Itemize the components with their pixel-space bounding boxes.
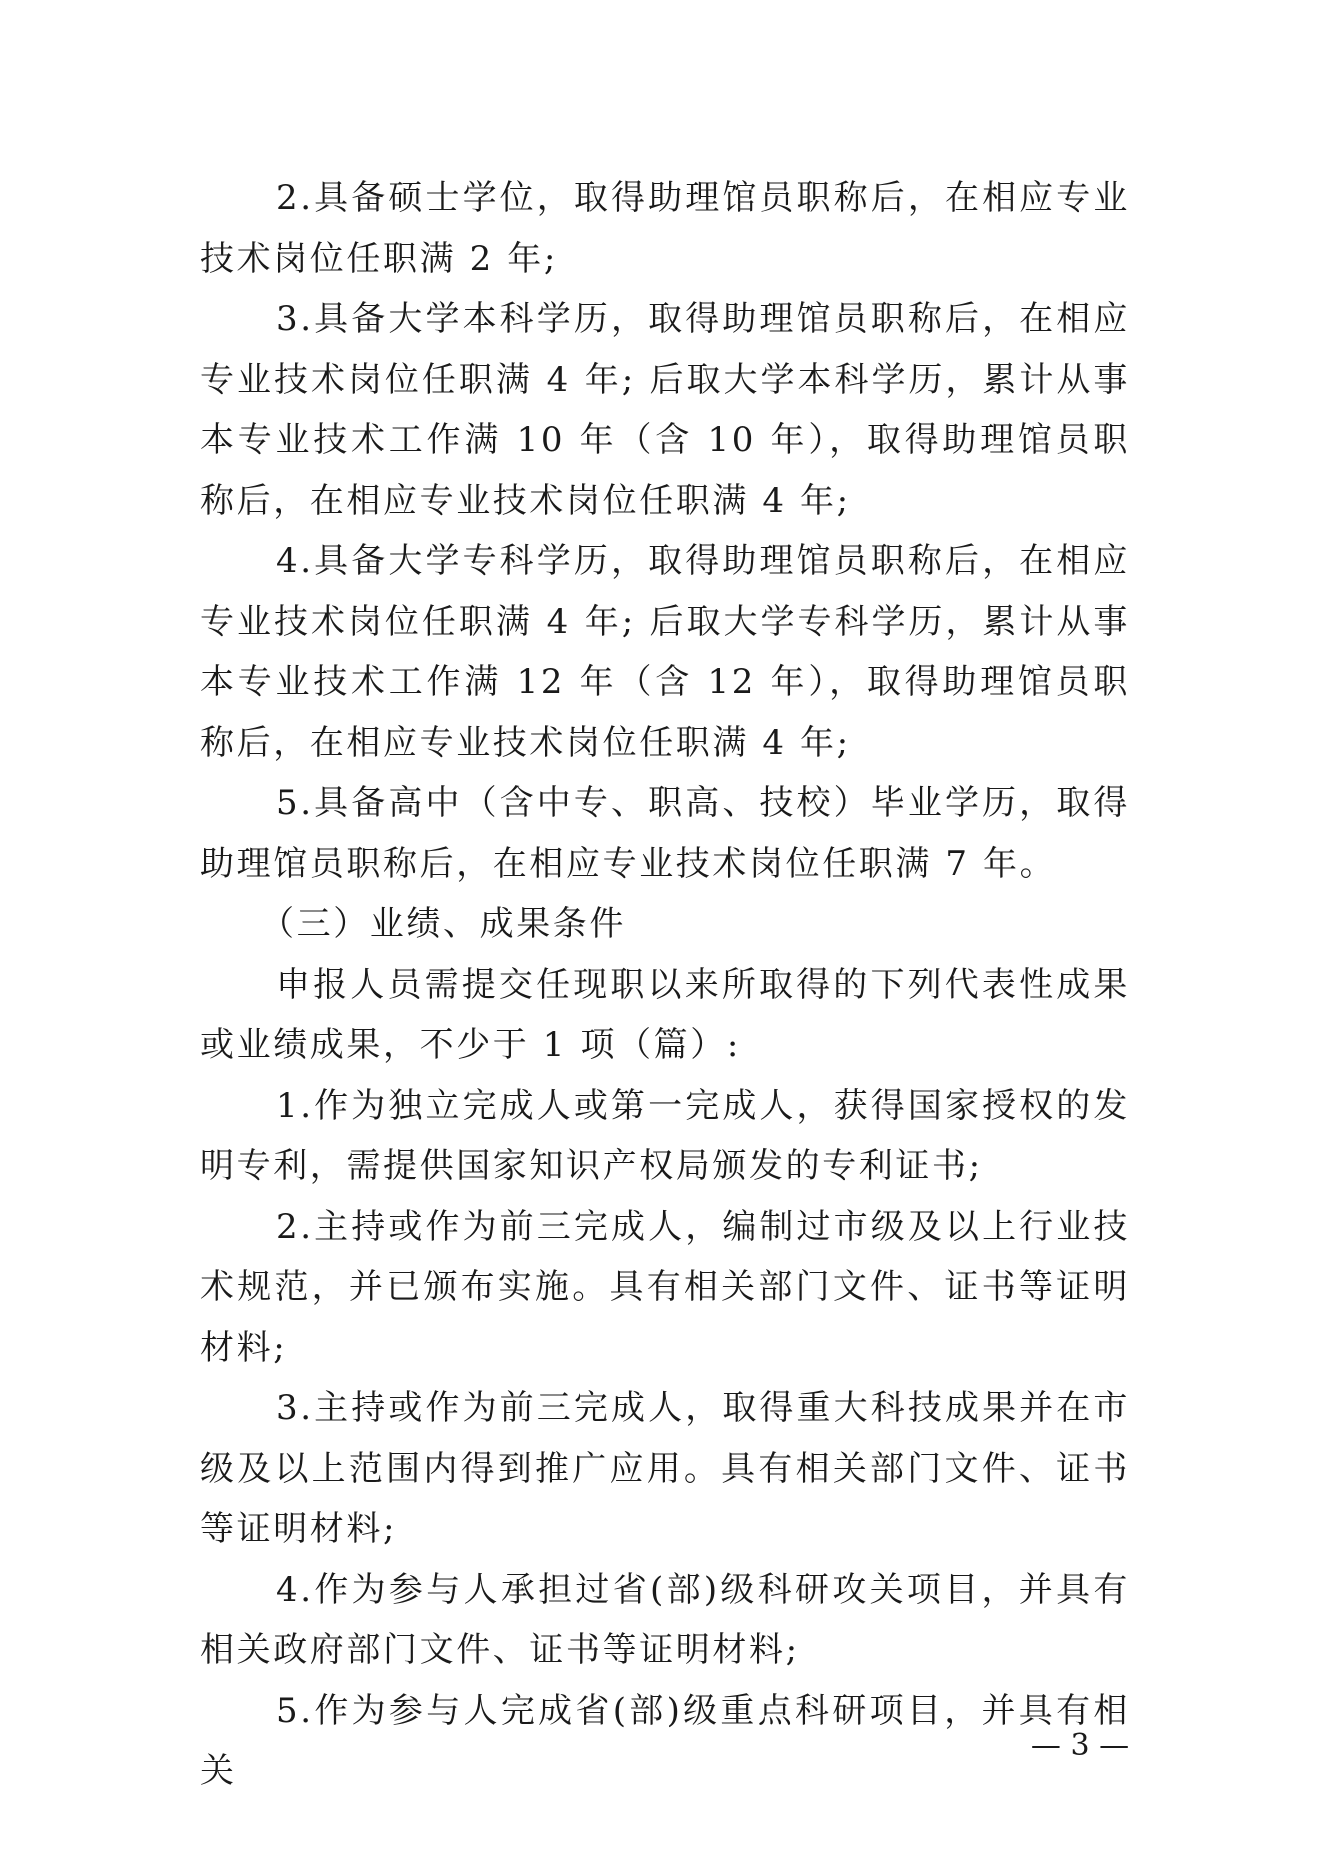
- section-intro: 申报人员需提交任现职以来所取得的下列代表性成果或业绩成果，不少于 1 项（篇）:: [200, 964, 1130, 1065]
- paragraph-condition-5: 5.具备高中（含中专、职高、技校）毕业学历，取得助理馆员职称后，在相应专业技术岗位任职满 7 年。: [200, 783, 1130, 884]
- achievement-item-5: 5.作为参与人完成省(部)级重点科研项目，并具有相关: [200, 1690, 1130, 1791]
- paragraph-condition-4: 4.具备大学专科学历，取得助理馆员职称后，在相应专业技术岗位任职满 4 年; 后取大学专科学历，累计从事本专业技术工作满 12 年（含 12 年），取得助理馆员职称后，在相应专业技术岗位任职满 4 年;: [200, 541, 1130, 763]
- section-heading: （三）业绩、成果条件: [260, 904, 626, 944]
- achievement-item-3: 3.主持或作为前三完成人，取得重大科技成果并在市级及以上范围内得到推广应用。具有相关部门文件、证书等证明材料;: [200, 1388, 1130, 1549]
- achievement-item-1: 1.作为独立完成人或第一完成人，获得国家授权的发明专利，需提供国家知识产权局颁发的专利证书;: [200, 1085, 1130, 1186]
- paragraph-condition-3: 3.具备大学本科学历，取得助理馆员职称后，在相应专业技术岗位任职满 4 年; 后取大学本科学历，累计从事本专业技术工作满 10 年（含 10 年），取得助理馆员职称后，在相应专业技术岗位任职满 4 年;: [200, 299, 1130, 521]
- achievement-item-4: 4.作为参与人承担过省(部)级科研攻关项目，并具有相关政府部门文件、证书等证明材料;: [200, 1569, 1130, 1670]
- page-number: — 3 —: [1030, 1728, 1130, 1763]
- document-body: [200, 168, 1130, 1802]
- achievement-item-2: 2.主持或作为前三完成人，编制过市级及以上行业技术规范，并已颁布实施。具有相关部门文件、证书等证明材料;: [200, 1206, 1130, 1368]
- paragraph-condition-2: 2.具备硕士学位，取得助理馆员职称后，在相应专业技术岗位任职满 2 年;: [200, 178, 1130, 279]
